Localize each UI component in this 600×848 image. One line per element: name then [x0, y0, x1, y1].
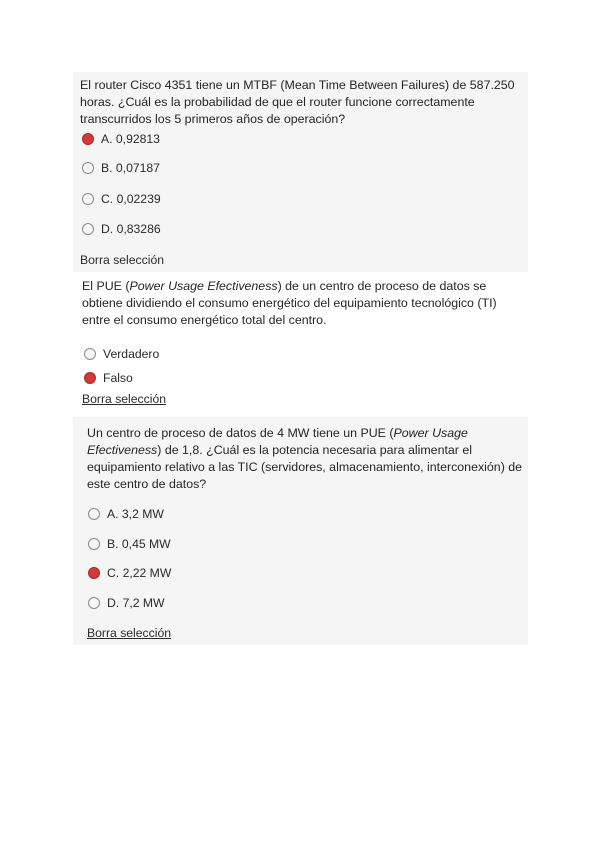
option-label: D. 7,2 MW — [107, 596, 165, 610]
question-1-line-2: horas. ¿Cuál es la probabilidad de que el router funcione correctamente — [80, 95, 475, 109]
question-1-line-3: transcurridos los 5 primeros años de operación? — [80, 112, 346, 126]
option-label: A. 0,92813 — [101, 132, 160, 146]
question-1-option-d[interactable] — [82, 222, 161, 236]
radio-unselected-icon[interactable] — [82, 223, 94, 235]
question-2-line-2: obtiene dividiendo el consumo energético del equipamiento tecnológico (TI) — [82, 296, 497, 310]
question-1-option-a[interactable] — [82, 132, 160, 146]
question-3-line-2-b: ) de 1,8. ¿Cuál es la potencia necesaria para alimentar el — [157, 443, 473, 457]
question-3-line-1-em: Power Usage — [393, 426, 468, 440]
radio-unselected-icon[interactable] — [88, 597, 100, 609]
question-2-text — [82, 278, 497, 329]
question-3-option-c[interactable] — [88, 566, 171, 580]
radio-unselected-icon[interactable] — [88, 508, 100, 520]
radio-selected-icon[interactable] — [82, 133, 94, 145]
option-label: B. 0,45 MW — [107, 537, 171, 551]
radio-selected-icon[interactable] — [88, 567, 100, 579]
option-label: B. 0,07187 — [101, 161, 160, 175]
question-1-clear-selection-link[interactable]: Borra selección — [80, 253, 164, 267]
question-3-option-d[interactable] — [88, 596, 165, 610]
question-1-text — [80, 77, 515, 128]
radio-selected-icon[interactable] — [84, 372, 96, 384]
question-3-clear-selection-link[interactable]: Borra selección — [87, 626, 171, 640]
question-1-option-c[interactable] — [82, 192, 161, 206]
option-label: Falso — [103, 371, 133, 385]
question-2-line-1-a: El PUE ( — [82, 279, 130, 293]
question-3-option-b[interactable] — [88, 537, 171, 551]
question-1-line-1: El router Cisco 4351 tiene un MTBF (Mean Time Between Failures) de 587.250 — [80, 78, 515, 92]
option-label: C. 2,22 MW — [107, 566, 172, 580]
option-label: A. 3,2 MW — [107, 507, 164, 521]
question-2-option-falso[interactable] — [84, 371, 133, 385]
question-2-clear-selection-link[interactable]: Borra selección — [82, 392, 166, 406]
option-label: D. 0,83286 — [101, 222, 161, 236]
radio-unselected-icon[interactable] — [84, 348, 96, 360]
question-1-option-b[interactable] — [82, 161, 160, 175]
question-3-line-4: este centro de datos? — [87, 477, 207, 491]
question-3-text — [87, 425, 522, 493]
option-label: Verdadero — [103, 347, 160, 361]
question-2-line-1-b: ) de un centro de proceso de datos se — [277, 279, 487, 293]
radio-unselected-icon[interactable] — [82, 193, 94, 205]
question-3-line-1-a: Un centro de proceso de datos de 4 MW tiene un PUE ( — [87, 426, 394, 440]
question-2-line-1-em: Power Usage Efectiveness — [129, 279, 278, 293]
question-3-line-2-em: Efectiveness — [87, 443, 158, 457]
question-3-option-a[interactable] — [88, 507, 164, 521]
option-label: C. 0,02239 — [101, 192, 161, 206]
question-3-line-3: equipamiento relativo a las TIC (servidores, almacenamiento, interconexión) de — [87, 460, 523, 474]
question-2-option-verdadero[interactable] — [84, 347, 159, 361]
question-2-line-3: entre el consumo energético total del centro. — [82, 313, 327, 327]
radio-unselected-icon[interactable] — [88, 538, 100, 550]
radio-unselected-icon[interactable] — [82, 162, 94, 174]
